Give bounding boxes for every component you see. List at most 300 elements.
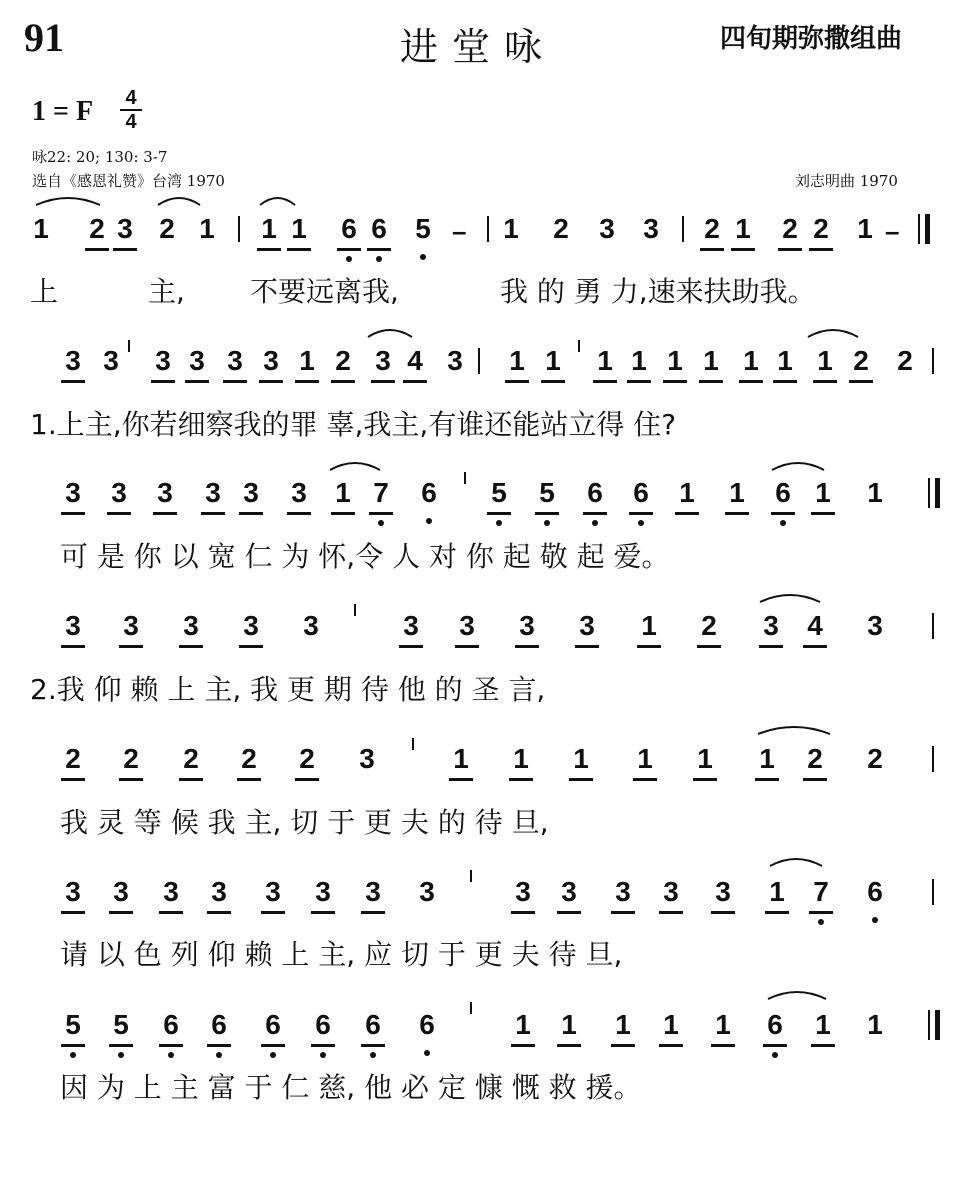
note-digit: 2 (782, 213, 798, 244)
note-underline (295, 778, 319, 781)
note-digit: 1 (703, 345, 719, 376)
note-row2-8 (368, 346, 398, 376)
note-underline (515, 645, 539, 648)
note-digit: 6 (211, 1009, 227, 1040)
note-row3-4 (236, 478, 266, 508)
note-digit: 1 (597, 345, 613, 376)
note-row6-3 (204, 877, 234, 907)
octave-dot (320, 1052, 326, 1058)
note-underline (759, 645, 783, 648)
note-underline (369, 512, 393, 515)
bar-line (682, 216, 684, 242)
note-row7-2 (156, 1010, 186, 1040)
slur (368, 330, 412, 337)
note-row5-10 (690, 744, 720, 774)
note-digit: 1 (815, 477, 831, 508)
note-digit: 3 (643, 213, 659, 244)
octave-dot (496, 520, 502, 526)
note-digit: 2 (299, 743, 315, 774)
note-digit: 1 (867, 477, 883, 508)
note-underline (557, 1044, 581, 1047)
note-row3-7 (366, 478, 396, 508)
slur (772, 463, 824, 470)
note-underline (337, 248, 361, 251)
note-digit: 2 (897, 345, 913, 376)
note-digit: 3 (291, 477, 307, 508)
note-digit: 6 (163, 1009, 179, 1040)
note-underline (583, 512, 607, 515)
note-digit: 3 (419, 876, 435, 907)
note-digit: 3 (155, 345, 171, 376)
note-underline (61, 645, 85, 648)
note-digit: 1 (199, 213, 215, 244)
note-digit: 2 (183, 743, 199, 774)
note-digit: 3 (447, 345, 463, 376)
note-row6-12 (708, 877, 738, 907)
note-underline (201, 512, 225, 515)
breath-mark (470, 1002, 472, 1014)
source-note: 选自《感恩礼赞》台湾 1970 (32, 172, 225, 190)
note-digit: 3 (227, 345, 243, 376)
note-underline (109, 911, 133, 914)
note-underline (699, 380, 723, 383)
note-underline (107, 512, 131, 515)
note-digit: 3 (117, 213, 133, 244)
note-digit: 2 (241, 743, 257, 774)
note-row4-13 (860, 611, 890, 641)
note-digit: 2 (123, 743, 139, 774)
note-row2-17 (736, 346, 766, 376)
note-digit: 3 (211, 876, 227, 907)
note-underline (223, 380, 247, 383)
octave-dot (818, 919, 824, 925)
note-digit: 6 (421, 477, 437, 508)
lyric-line-2: 1.上主,你若细察我的罪 辜,我主,有谁还能站立得 住? (30, 408, 677, 441)
octave-dot (638, 520, 644, 526)
final-bar-thick (925, 214, 930, 244)
note-underline (85, 248, 109, 251)
note-underline (159, 911, 183, 914)
note-row2-18 (770, 346, 800, 376)
note-row5-3 (234, 744, 264, 774)
note-underline (765, 911, 789, 914)
note-digit: 6 (315, 1009, 331, 1040)
note-digit: 1 (261, 213, 277, 244)
note-row6-13 (762, 877, 792, 907)
note-row3-11 (580, 478, 610, 508)
lyric-line-3: 可 是 你 以 宽 仁 为 怀,令 人 对 你 起 敬 起 爱。 (60, 540, 670, 573)
note-digit: 3 (515, 876, 531, 907)
note-row1-14 (636, 214, 666, 244)
note-underline (575, 645, 599, 648)
note-underline (109, 1044, 133, 1047)
note-row5-11 (752, 744, 782, 774)
note-underline (261, 1044, 285, 1047)
note-underline (257, 248, 281, 251)
note-digit: 1 (729, 477, 745, 508)
note-row2-11 (502, 346, 532, 376)
note-digit: 3 (599, 213, 615, 244)
note-underline (541, 380, 565, 383)
note-underline (809, 248, 833, 251)
note-row3-9 (484, 478, 514, 508)
note-digit: 6 (633, 477, 649, 508)
note-row7-8 (508, 1010, 538, 1040)
note-row5-4 (292, 744, 322, 774)
note-digit: 7 (813, 876, 829, 907)
note-underline (185, 380, 209, 383)
octave-dot (168, 1052, 174, 1058)
note-digit: 3 (403, 610, 419, 641)
note-underline (569, 778, 593, 781)
note-row7-10 (608, 1010, 638, 1040)
breath-mark (464, 472, 466, 484)
note-underline (711, 911, 735, 914)
note-row2-21 (890, 346, 920, 376)
octave-dot (772, 1052, 778, 1058)
note-row2-3 (182, 346, 212, 376)
note-row5-5 (352, 744, 382, 774)
note-row6-6 (358, 877, 388, 907)
note-row3-12 (626, 478, 656, 508)
note-row6-9 (554, 877, 584, 907)
note-row2-20 (846, 346, 876, 376)
note-row3-1 (104, 478, 134, 508)
note-underline (803, 645, 827, 648)
note-row5-7 (506, 744, 536, 774)
note-digit: 1 (743, 345, 759, 376)
note-digit: 3 (375, 345, 391, 376)
note-digit: 1 (679, 477, 695, 508)
breath-mark (470, 870, 472, 882)
note-underline (153, 512, 177, 515)
note-digit: 3 (243, 477, 259, 508)
note-digit: 6 (767, 1009, 783, 1040)
note-underline (629, 512, 653, 515)
note-row4-7 (512, 611, 542, 641)
note-digit: 3 (579, 610, 595, 641)
octave-dot (780, 520, 786, 526)
octave-dot (424, 1050, 430, 1056)
breath-mark (578, 340, 580, 352)
note-row5-6 (446, 744, 476, 774)
octave-dot (378, 520, 384, 526)
note-underline (711, 1044, 735, 1047)
note-underline (449, 778, 473, 781)
note-digit: 1 (33, 213, 49, 244)
note-digit: 1 (667, 345, 683, 376)
final-bar-thick (935, 1010, 940, 1040)
note-row5-9 (630, 744, 660, 774)
note-row2-2 (148, 346, 178, 376)
octave-dot (216, 1052, 222, 1058)
note-row2-5 (256, 346, 286, 376)
note-digit: 3 (459, 610, 475, 641)
slur (758, 727, 830, 734)
note-row7-1 (106, 1010, 136, 1040)
bar-line (932, 348, 934, 374)
bar-line (932, 879, 934, 905)
final-bar-thin (928, 1010, 930, 1040)
lyric-line-1d: 我 的 勇 力,速来扶助我。 (500, 275, 816, 308)
note-row4-3 (236, 611, 266, 641)
note-row7-0 (58, 1010, 88, 1040)
note-row1-11 (496, 214, 526, 244)
note-underline (803, 778, 827, 781)
note-underline (239, 512, 263, 515)
note-underline (331, 512, 355, 515)
octave-dot (872, 917, 878, 923)
note-row3-15 (768, 478, 798, 508)
note-row1-19 (850, 214, 880, 244)
hymn-number: 91 (24, 15, 64, 60)
note-digit: 2 (159, 213, 175, 244)
slur (158, 198, 200, 205)
note-underline (627, 380, 651, 383)
lyric-line-6: 请 以 色 列 仰 赖 上 主, 应 切 于 更 夫 待 旦, (60, 938, 623, 971)
note-digit: 1 (769, 876, 785, 907)
note-row4-0 (58, 611, 88, 641)
note-digit: 3 (183, 610, 199, 641)
composer-credit: 刘志明曲 1970 (795, 172, 898, 190)
note-digit: 3 (615, 876, 631, 907)
key-signature: 1 = F (32, 96, 94, 127)
breath-mark (128, 340, 130, 352)
note-digit: 1 (735, 213, 751, 244)
slur (808, 330, 858, 337)
note-digit: 3 (303, 610, 319, 641)
note-digit: 3 (65, 345, 81, 376)
note-row3-8 (414, 478, 444, 508)
note-underline (593, 380, 617, 383)
lyric-line-1a: 上 (30, 275, 59, 308)
note-row4-12 (800, 611, 830, 641)
note-digit: 6 (365, 1009, 381, 1040)
hymn-title: 进堂咏 (400, 25, 557, 69)
note-underline (311, 911, 335, 914)
note-underline (813, 380, 837, 383)
octave-dot (70, 1052, 76, 1058)
final-bar-thin (918, 214, 920, 244)
note-underline (697, 645, 721, 648)
note-digit: 3 (365, 876, 381, 907)
octave-dot (270, 1052, 276, 1058)
note-row4-6 (452, 611, 482, 641)
note-underline (237, 778, 261, 781)
note-row1-5 (254, 214, 284, 244)
octave-dot (346, 256, 352, 262)
note-underline (725, 512, 749, 515)
note-row2-15 (660, 346, 690, 376)
note-underline (809, 911, 833, 914)
note-underline (659, 911, 683, 914)
note-row1-17 (775, 214, 805, 244)
note-row6-7 (412, 877, 442, 907)
note-row1-1 (82, 214, 112, 244)
note-digit: 7 (373, 477, 389, 508)
note-row6-8 (508, 877, 538, 907)
note-underline (557, 911, 581, 914)
note-digit: 3 (163, 876, 179, 907)
note-digit: 3 (123, 610, 139, 641)
note-underline (61, 380, 85, 383)
slur (260, 198, 295, 205)
note-row4-2 (176, 611, 206, 641)
note-underline (287, 512, 311, 515)
slur (330, 463, 380, 470)
note-row6-11 (656, 877, 686, 907)
note-row3-17 (860, 478, 890, 508)
note-row4-11 (756, 611, 786, 641)
note-underline (535, 512, 559, 515)
note-row2-4 (220, 346, 250, 376)
lyric-line-4: 2.我 仰 赖 上 主, 我 更 期 待 他 的 圣 言, (30, 673, 546, 706)
note-digit: 3 (867, 610, 883, 641)
note-underline (633, 778, 657, 781)
note-row6-15 (860, 877, 890, 907)
note-row5-1 (116, 744, 146, 774)
octave-dot (544, 520, 550, 526)
final-bar-thick (935, 478, 940, 508)
note-digit: 1 (637, 743, 653, 774)
note-digit: 5 (415, 213, 431, 244)
note-row3-0 (58, 478, 88, 508)
note-underline (755, 778, 779, 781)
note-digit: 1 (615, 1009, 631, 1040)
note-row5-2 (176, 744, 206, 774)
note-underline (259, 380, 283, 383)
note-digit: 1 (817, 345, 833, 376)
bar-line (238, 216, 240, 242)
note-digit: 3 (65, 610, 81, 641)
note-digit: 2 (853, 345, 869, 376)
note-row7-14 (808, 1010, 838, 1040)
note-row1-6 (284, 214, 314, 244)
note-digit: 1 (573, 743, 589, 774)
note-underline (611, 1044, 635, 1047)
note-row2-19 (810, 346, 840, 376)
note-underline (509, 778, 533, 781)
note-underline (239, 645, 263, 648)
note-digit: 2 (813, 213, 829, 244)
note-digit: 2 (65, 743, 81, 774)
note-row1-2 (110, 214, 140, 244)
note-digit: 1 (509, 345, 525, 376)
note-underline (159, 1044, 183, 1047)
note-underline (505, 380, 529, 383)
bar-line (478, 348, 480, 374)
note-underline (663, 380, 687, 383)
note-row7-13 (760, 1010, 790, 1040)
note-row1-12 (546, 214, 576, 244)
note-underline (361, 911, 385, 914)
note-underline (811, 512, 835, 515)
note-digit: 5 (539, 477, 555, 508)
note-underline (773, 380, 797, 383)
note-digit: 1 (513, 743, 529, 774)
note-row5-0 (58, 744, 88, 774)
note-row3-5 (284, 478, 314, 508)
note-digit: 3 (265, 876, 281, 907)
note-row2-10 (440, 346, 470, 376)
note-underline (811, 1044, 835, 1047)
note-digit: 3 (519, 610, 535, 641)
note-row5-12 (800, 744, 830, 774)
note-digit: 5 (491, 477, 507, 508)
note-row3-3 (198, 478, 228, 508)
psalm-reference: 咏22: 20; 130: 3-7 (32, 148, 168, 166)
note-row2-1 (96, 346, 126, 376)
note-underline (700, 248, 724, 251)
note-row7-3 (204, 1010, 234, 1040)
time-signature-top: 4 (125, 87, 137, 109)
note-digit: 1 (641, 610, 657, 641)
time-signature-bottom: 4 (125, 111, 137, 133)
note-digit: 1 (663, 1009, 679, 1040)
note-row1-7 (334, 214, 364, 244)
note-underline (207, 1044, 231, 1047)
breath-mark (354, 604, 356, 616)
note-digit: 3 (113, 876, 129, 907)
note-digit: 1 (631, 345, 647, 376)
note-row6-2 (156, 877, 186, 907)
note-digit: 3 (103, 345, 119, 376)
note-underline (487, 512, 511, 515)
note-underline (261, 911, 285, 914)
note-digit: 1 (715, 1009, 731, 1040)
note-row7-15 (860, 1010, 890, 1040)
note-digit: 3 (243, 610, 259, 641)
note-row6-14 (806, 877, 836, 907)
note-digit: 1 (867, 1009, 883, 1040)
final-bar-thin (928, 478, 930, 508)
note-row6-1 (106, 877, 136, 907)
note-row3-16 (808, 478, 838, 508)
note-row2-7 (328, 346, 358, 376)
note-underline (611, 911, 635, 914)
note-digit: 3 (205, 477, 221, 508)
note-digit: 5 (65, 1009, 81, 1040)
note-underline (763, 1044, 787, 1047)
note-digit: 6 (341, 213, 357, 244)
note-underline (179, 778, 203, 781)
note-digit: 1 (545, 345, 561, 376)
note-digit: 4 (807, 610, 823, 641)
note-underline (113, 248, 137, 251)
note-underline (849, 380, 873, 383)
note-underline (207, 911, 231, 914)
note-row2-6 (292, 346, 322, 376)
note-digit: 1 (453, 743, 469, 774)
note-digit: 1 (759, 743, 775, 774)
octave-dot (592, 520, 598, 526)
note-underline (693, 778, 717, 781)
note-underline (61, 911, 85, 914)
note-digit: 1 (503, 213, 519, 244)
note-digit: 1 (299, 345, 315, 376)
lyric-line-1c: 不要远离我, (250, 275, 399, 308)
note-row7-9 (554, 1010, 584, 1040)
octave-dot (420, 254, 426, 260)
note-underline (371, 380, 395, 383)
note-underline (675, 512, 699, 515)
bar-line (932, 613, 934, 639)
note-underline (403, 380, 427, 383)
note-digit: 2 (807, 743, 823, 774)
note-digit: 6 (265, 1009, 281, 1040)
note-underline (511, 1044, 535, 1047)
note-underline (119, 778, 143, 781)
